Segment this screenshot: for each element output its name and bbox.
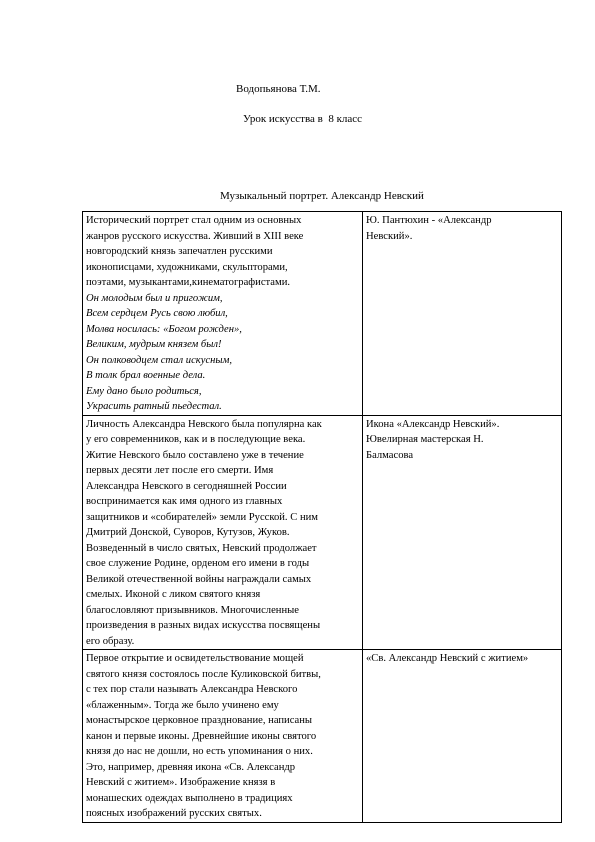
text-line: воспринимается как имя одного из главных — [86, 496, 283, 507]
poem-line: Всем сердцем Русь свою любил, — [86, 308, 228, 319]
author-name: Водопьянова Т.М. — [236, 83, 321, 95]
row-description-cell — [83, 650, 363, 823]
poem-line: В толк брал военные дела. — [86, 370, 206, 381]
artwork-line: Ю. Пантюхин - «Александр — [366, 215, 492, 226]
row-artwork-cell — [363, 650, 562, 823]
text-line: защитников и «собирателей» земли Русской. С ним — [86, 511, 318, 523]
text-line: поэтами, музыкантами,кинематографистами. — [86, 277, 291, 288]
artwork-line: Балмасова — [366, 449, 414, 461]
row-description-cell — [83, 415, 363, 650]
text-line: Великой отечественной войны награждали самых — [86, 573, 312, 585]
artwork-line: Невский». — [366, 230, 413, 242]
text-line: благословляют призывников. Многочисленные — [86, 604, 299, 616]
text-line: монастырское церковное празднование, написаны — [86, 715, 313, 726]
artwork-line: Икона «Александр Невский». — [366, 418, 500, 430]
text-line: Житие Невского было составлено уже в течение — [86, 449, 304, 461]
text-line: его образу. — [86, 635, 135, 647]
text-line: Возведенный в число святых, Невский продолжает — [86, 542, 317, 554]
text-line: поясных изображений русских святых. — [86, 808, 262, 819]
page-title: Музыкальный портрет. Александр Невский — [220, 190, 424, 202]
text-line: Дмитрий Донской, Суворов, Кутузов, Жуков. — [86, 527, 290, 538]
row-description-cell — [83, 212, 363, 416]
table-body — [83, 212, 562, 823]
text-line: Первое открытие и освидетельствование мощей — [86, 653, 304, 664]
text-line: Невский с житием». Изображение князя в — [86, 777, 276, 788]
poem-line: Украсить ратный пьедестал. — [86, 401, 222, 412]
lesson-subtitle: Урок искусства в 8 класс — [243, 113, 363, 125]
text-line: князя до нас не дошли, но есть упоминания о них. — [86, 746, 313, 757]
text-line: иконописцами, художниками, скульпторами, — [86, 261, 288, 273]
poem-line: Он полководцем стал искусным, — [86, 354, 232, 366]
row-artwork-cell — [363, 212, 562, 416]
text-line: у его современников, как и в последующие века. — [86, 434, 306, 445]
poem-line: Он молодым был и пригожим, — [86, 292, 223, 304]
text-line: монашеских одеждах выполнено в традициях — [86, 792, 293, 804]
poem-line: Ему дано было родиться, — [86, 385, 202, 397]
text-line: первых десяти лет после его смерти. Имя — [86, 465, 274, 476]
text-line: смелых. Иконой с ликом святого князя — [86, 589, 261, 600]
table-row — [83, 415, 562, 650]
text-line: Исторический портрет стал одним из основных — [86, 215, 302, 226]
table-row — [83, 212, 562, 416]
text-line: «блаженным». Тогда же было учинено ему — [86, 699, 279, 711]
text-line: Александра Невского в сегодняшней России — [86, 480, 287, 492]
content-table — [82, 211, 562, 823]
text-line: святого князя состоялось после Куликовской битвы, — [86, 668, 321, 680]
artwork-line: «Св. Александр Невский с житием» — [366, 653, 529, 664]
poem-line: Молва носилась: «Богом рожден», — [86, 323, 242, 335]
row-artwork-cell — [363, 415, 562, 650]
text-line: канон и первые иконы. Древнейшие иконы святого — [86, 730, 317, 742]
text-line: свое служение Родине, орденом его имени в годы — [86, 558, 310, 569]
text-line: Это, например, древняя икона «Св. Александр — [86, 761, 296, 773]
text-line: новгородский князь запечатлен русскими — [86, 246, 273, 257]
table-row — [83, 650, 562, 823]
text-line: с тех пор стали называть Александра Невского — [86, 684, 298, 695]
artwork-line: Ювелирная мастерская Н. — [366, 434, 484, 445]
text-line: жанров русского искусства. Живший в XIII веке — [86, 230, 304, 242]
text-line: Личность Александра Невского была популярна как — [86, 418, 322, 430]
text-line: произведения в разных видах искусства посвящены — [86, 620, 321, 631]
poem-line: Великим, мудрым князем был! — [86, 339, 222, 350]
